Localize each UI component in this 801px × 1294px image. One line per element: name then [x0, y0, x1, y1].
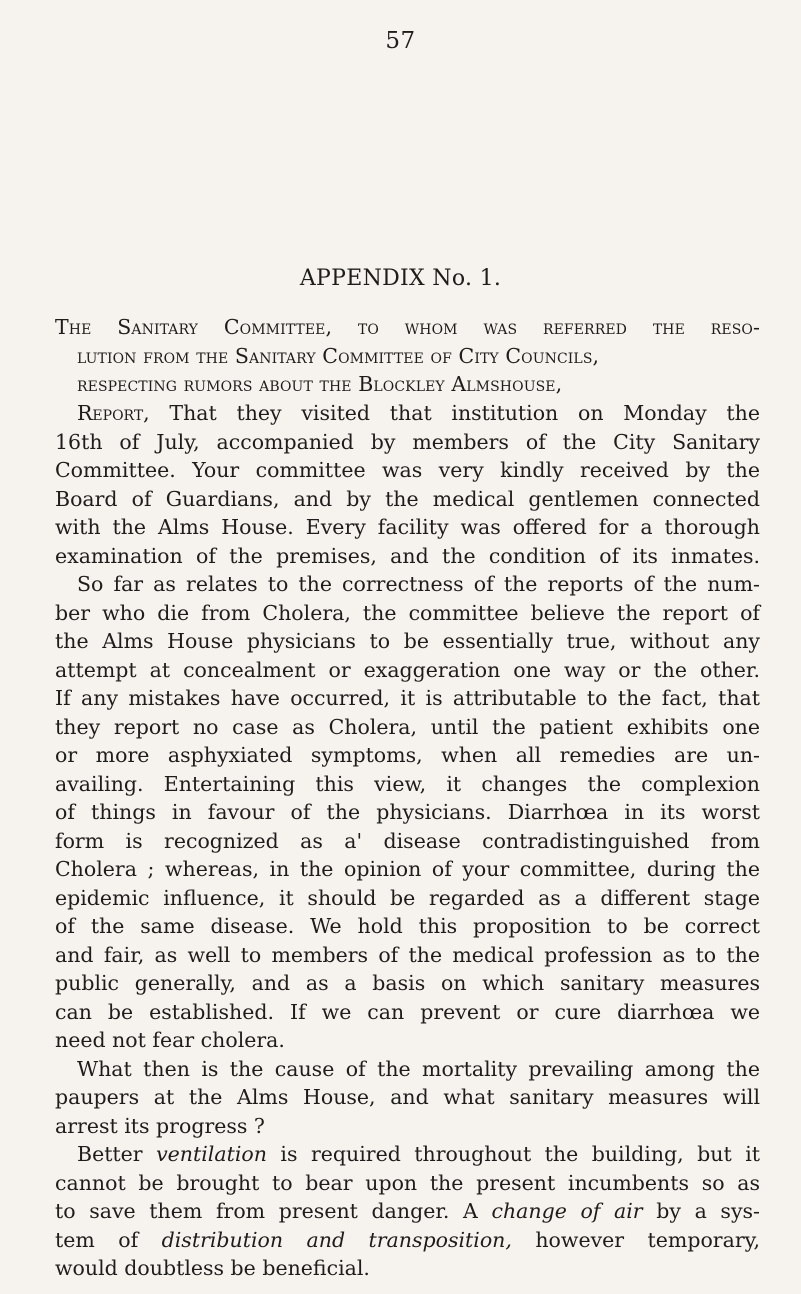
report-line: Board of Guardians, and by the medical gentlemen connected: [55, 486, 760, 511]
report-line-text: is required throughout the building, but it: [266, 1142, 761, 1166]
report-line: cannot be brought to bear upon the present incumbents so as: [55, 1170, 760, 1195]
report-line-text: That they visited that institution on Monday the: [149, 401, 760, 425]
resolution-title: [55, 313, 760, 399]
report-line-text: tem of: [55, 1227, 162, 1252]
report-line: public generally, and as a basis on which sanitary measures: [55, 971, 760, 995]
report-line: can be established. If we can prevent or cure diarrhœa we: [55, 999, 760, 1024]
report-line: arrest its progress ?: [55, 1113, 265, 1138]
title-line: lution from the Sanitary Committee of City Councils,: [77, 343, 600, 368]
report-line: So far as relates to the correctness of the reports of the num-: [77, 572, 760, 596]
report-line: of the same disease. We hold this proposition to be correct: [55, 914, 760, 938]
report-line: or more asphyxiated symptoms, when all remedies are un-: [55, 743, 760, 767]
report-line-text: to save them from present danger. A: [55, 1199, 492, 1223]
report-line: What then is the cause of the mortality prevailing among the: [77, 1056, 760, 1081]
report-line: epidemic influence, it should be regarded as a different stage: [55, 885, 760, 910]
report-lead-word: Report,: [77, 401, 150, 425]
report-line: of things in favour of the physicians. Diarrhœa in its worst: [55, 800, 760, 824]
report-line: form is recognized as a' disease contradistinguished from: [55, 828, 760, 853]
emphasis-text: change of air: [491, 1199, 643, 1223]
emphasis-text: ventilation: [156, 1142, 267, 1166]
title-line: The Sanitary Committee, to whom was referred the reso-: [55, 315, 760, 339]
report-line: [55, 1140, 760, 1169]
report-line-text: Better: [77, 1142, 157, 1166]
report-line: examination of the premises, and the condition of its inmates.: [55, 543, 760, 568]
report-line-text: however temporary,: [511, 1227, 760, 1252]
title-line: respecting rumors about the Blockley Almshouse,: [77, 372, 563, 396]
report-line: need not fear cholera.: [55, 1028, 285, 1052]
report-line: with the Alms House. Every facility was offered for a thorough: [55, 515, 760, 539]
emphasis-text: distribution and transposition,: [161, 1227, 512, 1252]
page-number: 57: [385, 28, 416, 54]
report-line: and fair, as well to members of the medical profession as to the: [55, 942, 760, 967]
report-line: attempt at concealment or exaggeration one way or the other.: [55, 657, 760, 682]
report-line: Committee. Your committee was very kindly received by the: [55, 458, 760, 482]
report-line: [55, 1197, 760, 1226]
report-line: Cholera ; whereas, in the opinion of your committee, during the: [55, 857, 760, 881]
report-line: [55, 399, 760, 428]
report-line: availing. Entertaining this view, it changes the complexion: [55, 771, 760, 796]
report-line: 16th of July, accompanied by members of the City Sanitary: [55, 429, 760, 454]
report-line-text: by a sys-: [642, 1199, 760, 1223]
report-line: they report no case as Cholera, until the patient exhibits one: [55, 714, 760, 739]
report-line: would doubtless be beneficial.: [55, 1256, 370, 1280]
report-line: ber who die from Cholera, the committee believe the report of: [55, 600, 760, 625]
appendix-heading: APPENDIX No. 1.: [299, 266, 502, 291]
report-line: If any mistakes have occurred, it is attributable to the fact, that: [55, 686, 760, 710]
report-line: paupers at the Alms House, and what sanitary measures will: [55, 1085, 760, 1109]
report-line: the Alms House physicians to be essentially true, without any: [55, 629, 760, 653]
report-line: [55, 1226, 760, 1255]
report-body: [55, 399, 760, 1283]
